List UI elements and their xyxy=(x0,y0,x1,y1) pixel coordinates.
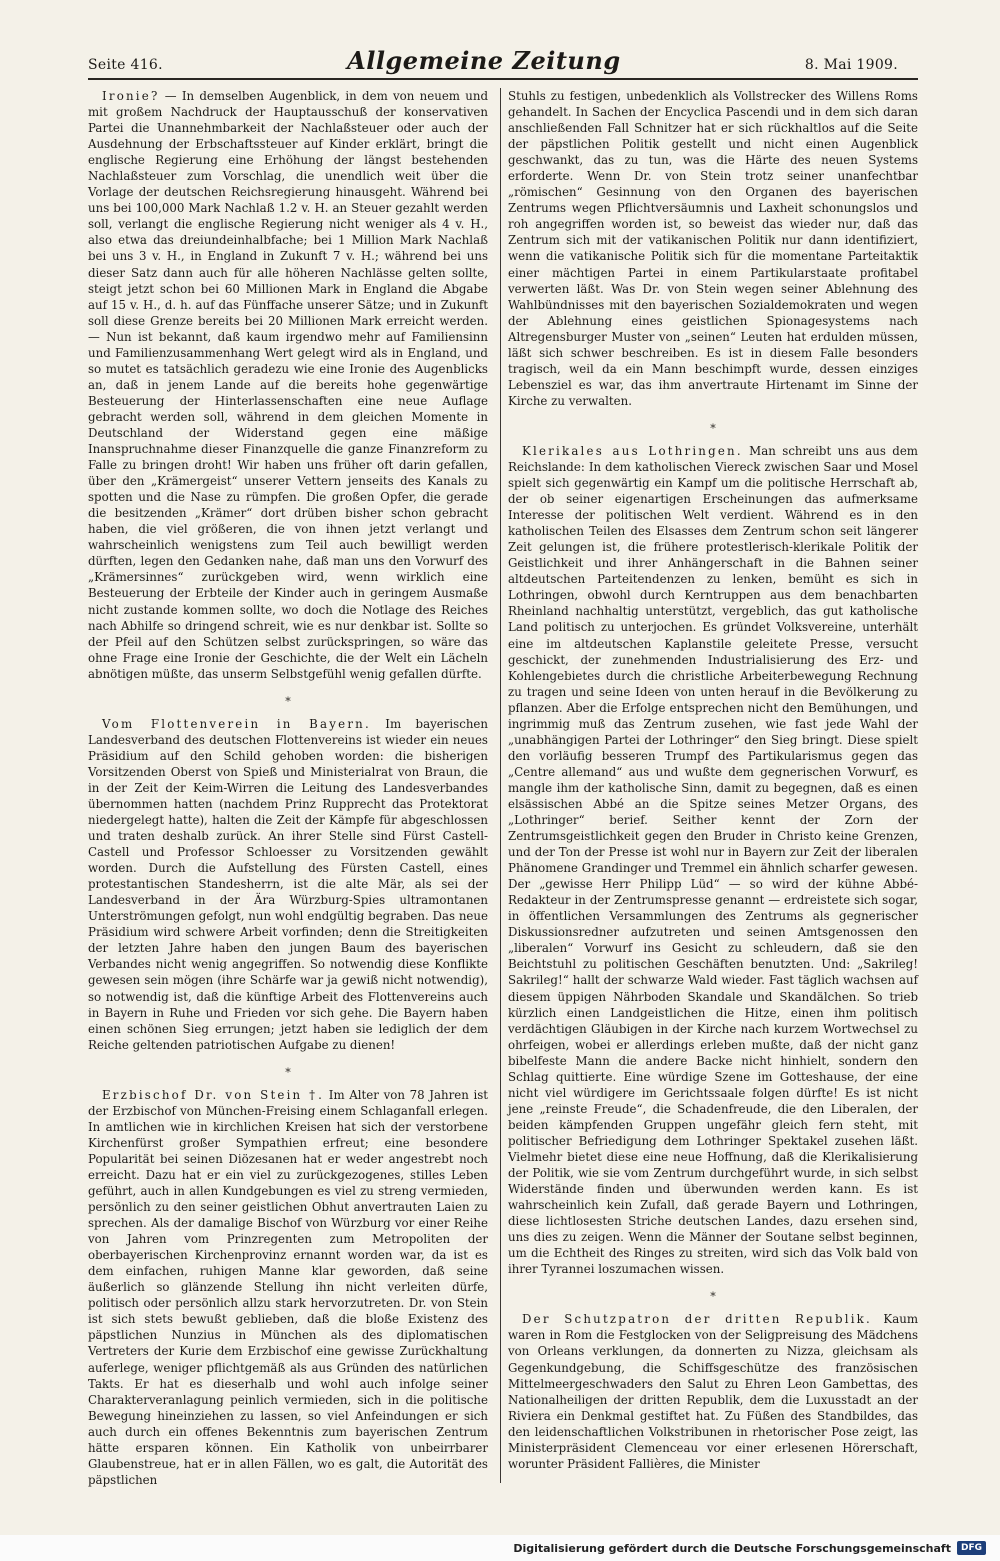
article-separator: * xyxy=(285,1065,291,1079)
article-schutzpatron xyxy=(508,1311,918,1471)
issue-date: 8. Mai 1909. xyxy=(804,57,898,73)
article-paragraph xyxy=(508,1311,918,1471)
article-title: Vom Flottenverein in Bayern. xyxy=(102,716,371,731)
article-body: Man schreibt uns aus dem Reichslande: In dem katholischen Viereck zwischen Saar und Mosel spielt sich gegenwärtig ein Kampf um die politische Herrschaft ab, der ob seiner eigenartigen Erscheinungen das aufmerksame Interesse der politischen Welt verdient. Während es in den katholischen Teilen des Elsasses dem Zentrum schon seit längerer Zeit gelungen ist, die frühere protestlerisch-klerikale Politik der Geistlichkeit und ihrer Anhängerschaft in die Bahnen seiner altdeutschen Parteitendenzen zu lenken, bemüht es sich in Lothringen, obwohl durch Kerntruppen aus dem benachbarten Rheinland nachhaltig unterstützt, vergeblich, das gut katholische Land politisch zu unterjochen. Es gründet Volksvereine, unterhält eine im altdeutschen Kaplanstile geleitete Presse, versucht geschickt, der zunehmenden Industrialisierung des Erz- und Kohlengebietes durch die christliche Arbeiterbewegung Rechnung zu tragen und seine Ideen von unten herauf in die Bevölkerung zu pflanzen. Aber die Erfolge entsprechen nicht den Bemühungen, und ingrimmig muß das Zentrum zusehen, wie fast jede Wahl der „unabhängigen Partei der Lothringer“ den Sieg bringt. Diese spielt den vorläufig besseren Trumpf des Partikularismus gegen das „Centre allemand“ aus und wußte dem gegnerischen Vorwurf, es mangle ihm der katholische Sinn, damit zu begegnen, daß es einen elsässischen Abbé an die Spitze seines Metzer Organs, des „Lothringer“ berief. Seither kennt der Zorn der Zentrumsgeistlichkeit gegen den Bruder in Christo keine Grenzen, und der Ton der Presse ist wohl nur in Bayern zur Zeit der liberalen Phänomene Grandinger und Tremmel ein ähnlich scharfer gewesen. Der „gewisse Herr Philipp Lüd“ — so wird der kühne Abbé-Redakteur in der Zentrumspresse genannt — erdreistete sich sogar, in öffentlichen Versammlungen des Zentrums als gegnerischer Diskussionsredner aufzutreten und seinen Amtsgenossen den „liberalen“ Vorwurf ins Gesicht zu schleudern, daß sie den Beichtstuhl zu politischen Geschäften benutzten. Und: „Sakrileg! Sakrileg!“ hallt der schwarze Wald wieder. Fast täglich wachsen auf diesem üppigen Nährboden Skandale und Skandälchen. So trieb kürzlich einen Landgeistlichen die Hitze, einen ihm politisch verdächtigen Gläubigen in der Kirche nach kurzem Wortwechsel zu ohrfeigen, wobei er allerdings erleben mußte, daß der nicht ganz bibelfeste Mann die andere Backe nicht hinhielt, sondern den Schlag quittierte. Eine würdige Szene im Gotteshause, der eine nicht viel würdigere im Gerichtssaale folgen dürfte! Es ist nicht jene „reinste Freude“, die Schadenfreude, die den Liberalen, der beiden kämpfenden Gruppen ungefähr gleich fern steht, mit politischer Befriedigung dem Lothringer Spektakel zusehen läßt. Vielmehr bietet diese eine neue Hoffnung, daß die Klerikalisierung der Politik, wie sie vom Zentrum durchgeführt wurde, in sich selbst Widerstände finden und überwunden werden kann. Es ist wahrscheinlich kein Zufall, daß gerade Bayern und Lothringen, diese lichtlosesten Striche deutschen Landes, dazu ersehen sind, uns dies zu zeigen. Wenn die Männer der Soutane selbst beginnen, um die Echtheit des Ringes zu streiten, wird sich das Volk bald von ihrer Tyrannei loszumachen wissen. xyxy=(508,443,918,1277)
right-column xyxy=(508,88,918,1478)
article-erzbischof xyxy=(88,1087,488,1488)
header-rule xyxy=(88,78,918,80)
article-separator: * xyxy=(710,421,716,435)
page-header xyxy=(88,46,898,80)
article-klerikales xyxy=(508,443,918,1277)
article-continuation: Stuhls zu festigen, unbedenklich als Vollstrecker des Willens Roms gehandelt. In Sachen der Encyclica Pascendi und in dem sich daran anschließenden Fall Schnitzer hat er sich rückhaltlos auf die Seite der päpstlichen Politik gestellt und nicht einen Augenblick geschwankt, das zu tun, was die Härte des neuen Systems erforderte. Wenn Dr. von Stein trotz seiner unanfechtbar „römischen“ Gesinnung von den Organen des bayerischen Zentrums wegen Pflichtversäumnis und Laxheit schonungslos und roh angegriffen worden ist, so beweist das wieder nur, daß das Zentrum sich mit der vatikanischen Politik nur dann identifiziert, wenn die vatikanische Politik sich für die momentane Parteitaktik einer mächtigen Partei in einem Partikularstaate profitabel verwerten läßt. Was Dr. von Stein wegen seiner Ablehnung des Wahlbündnisses mit den bayerischen Sozialdemokraten und wegen der Ablehnung eines geistlichen Spionagesystems nach Altregensburger Muster von „seinen“ Leuten hat erdulden müssen, läßt sich schwer beschreiben. Es ist in diesem Falle besonders tragisch, weil da ein Mann beschimpft wurde, dessen einziges Lebensziel es war, das ihm anvertraute Hirtenamt im Sinne der Kirche zu verwalten. xyxy=(508,89,918,408)
article-body: Im bayerischen Landesverband des deutschen Flottenvereins ist wieder ein neues Präsidium auf den Schild gehoben worden: die bisherigen Vorsitzenden Oberst von Spieß und Ministerialrat von Braun, die in der Zeit der Keim-Wirren die Leitung des Landesverbandes übernommen hatten (nachdem Prinz Rupprecht das Protektorat niedergelegt hatte), halten die Zeit der Kämpfe für abgeschlossen und traten deshalb zurück. An ihrer Stelle sind Fürst Castell-Castell und Professor Schloesser zu Vorsitzenden gewählt worden. Durch die Aufstellung des Fürsten Castell, eines protestantischen Standesherrn, ist die alte Mär, als sei der Landesverband in der Ära Würzburg-Spies ultramontanen Unterströmungen gefolgt, nun wohl endgültig begraben. Das neue Präsidium wird schwere Arbeit vorfinden; denn die Streitigkeiten der letzten Jahre haben den jungen Baum des bayerischen Verbandes nicht wenig angegriffen. So notwendig diese Konflikte gewesen sein mögen (ihre Schärfe war ja gewiß nicht notwendig), so notwendig ist, daß die künftige Arbeit des Flottenvereins auch in Bayern in Ruhe und Frieden vor sich gehe. Die Bayern haben einen schönen Sieg errungen; jetzt haben sie lediglich der dem Reiche geltenden patriotischen Aufgabe zu dienen! xyxy=(88,716,488,1052)
article-paragraph xyxy=(88,1087,488,1488)
article-body: Kaum waren in Rom die Festglocken von der Seligpreisung des Mädchens von Orleans verklungen, da donnerten zu Nizza, gleichsam als Gegenkundgebung, die Schiffsgeschütze des französischen Mittelmeergeschwaders den Salut zu Ehren Leon Gambettas, des Nationalheiligen der dritten Republik, dem die Luxusstadt an der Riviera ein Denkmal gestiftet hat. Zu Füßen des Standbildes, das den leidenschaftlichen Volkstribunen in rhetorischer Pose zeigt, las Ministerpräsident Clemenceau vor einer erlesenen Hörerschaft, worunter Präsident Fallières, die Minister xyxy=(508,1312,919,1471)
article-title: Klerikales aus Lothringen. xyxy=(522,443,743,458)
article-ironie xyxy=(88,88,488,682)
newspaper-title: Allgemeine Zeitung xyxy=(347,46,621,75)
left-column xyxy=(88,88,488,1494)
dfg-footer xyxy=(0,1535,1000,1561)
article-erzbischof-continued xyxy=(508,88,918,409)
article-title: Ironie? xyxy=(102,89,160,103)
page-number: Seite 416. xyxy=(88,57,163,73)
article-separator: * xyxy=(710,1290,716,1304)
article-separator: * xyxy=(285,694,291,708)
article-title: Der Schutzpatron der dritten Republik. xyxy=(522,1312,872,1327)
article-title: Erzbischof Dr. von Stein †. xyxy=(102,1087,325,1102)
dfg-logo: DFG xyxy=(957,1541,986,1555)
article-body: Im Alter von 78 Jahren ist der Erzbischof von München-Freising einem Schlaganfall erlegen. In amtlichen wie in kirchlichen Kreisen hat sich der verstorbene Kirchenfürst großer Sympathien erfreut; eine besondere Popularität bei seinen Diözesanen hat er weder angestrebt noch erreicht. Dazu hat er ein viel zu zurückgezogenes, stilles Leben geführt, auch in allen Kundgebungen es viel zu streng vermieden, persönlich zu den seiner geistlichen Obhut anvertrauten Laien zu sprechen. Als der damalige Bischof von Würzburg vor einer Reihe von Jahren vom Prinzregenten zum Metropoliten der oberbayerischen Kirchenprovinz ernannt worden war, da ist es dem einfachen, ruhigen Manne klar geworden, daß seine äußerlich so glänzende Stellung ihn nicht verleiten dürfe, politisch oder persönlich allzu stark hervorzutreten. Dr. von Stein ist sich stets bewußt geblieben, daß die bloße Existenz des päpstlichen Nunzius in München als des diplomatischen Vertreters der Kurie dem Erzbischof eine gewisse Zurückhaltung auferlege, weniger pflichtgemäß als aus Gründen des natürlichen Takts. Er hat es dieserhalb und wohl auch infolge seiner Charakterveranlagung peinlich vermieden, sich in die politische Bewegung hineinziehen zu lassen, so viel Anfeindungen er sich auch durch ein offenes Bekenntnis zum bayerischen Zentrum hätte ersparen können. Ein Katholik von unbeirrbarer Glaubenstreue, hat er in allen Fällen, wo es galt, die Autorität des päpstlichen xyxy=(88,1087,489,1487)
article-paragraph xyxy=(88,716,488,1053)
column-divider xyxy=(500,88,501,1483)
funding-note: Digitalisierung gefördert durch die Deutsche Forschungsgemeinschaft xyxy=(513,1541,951,1555)
article-body: — In demselben Augenblick, in dem von neuem und mit großem Nachdruck der Hauptausschuß der konservativen Partei die Unannehmbarkeit der Nachlaßsteuer oder auch der Ausdehnung der Erbschaftssteuer auf Kinder erklärt, bringt die englische Regierung eine Erhöhung der längst bestehenden Nachlaßsteuer zum Vorschlag, die unendlich weit über die Vorlage der deutschen Reichsregierung hinausgeht. Während bei uns bei 100,000 Mark Nachlaß 1.2 v. H. an Steuer gezahlt werden soll, verlangt die englische Regierung nicht weniger als 4 v. H., also etwa das dreiundeinhalbfache; bei 1 Million Mark Nachlaß bei uns 3 v. H., in England in Zukunft 7 v. H.; während bei uns dieser Satz dann auch für alle höheren Nachlässe gelten sollte, steigt jetzt schon bei 60 Millionen Mark in England die Abgabe auf 15 v. H., d. h. auf das Fünffache unserer Sätze; und in Zukunft soll diese Grenze bereits bei 20 Millionen Mark erreicht werden. — Nun ist bekannt, daß kaum irgendwo mehr auf Familiensinn und Familienzusammenhang Wert gelegt wird als in England, und so mutet es tatsächlich geradezu wie eine Ironie des Augenblicks an, daß in jenem Lande auf die bereits hohe gegenwärtige Besteuerung der Hinterlassenschaften eine neue Auflage gebracht werden soll, während in dem gleichen Momente in Deutschland der Widerstand gegen eine mäßige Inanspruchnahme dieser Finanzquelle die ganze Finanzreform zu Falle zu bringen droht! Wir haben uns früher oft darin gefallen, über den „Krämergeist“ unserer Vettern jenseits des Kanals zu spotten und die Nase zu rümpfen. Die großen Opfer, die gerade die besitzenden „Krämer“ dort drüben bisher schon gebracht haben, die viel größeren, die von ihnen jetzt verlangt und wahrscheinlich wenigstens zum Teil auch bewilligt werden dürften, legen den Gedanken nahe, daß man uns den Vorwurf des „Krämersinnes“ zurückgeben wird, wenn wirklich eine Besteuerung der Erbteile der Kinder auch in geringem Ausmaße nicht zustande kommen sollte, wo doch die Notlage des Reiches nach Abhilfe so dringend schreit, wie es nur denkbar ist. Sollte so der Pfeil auf den Schützen selbst zurückspringen, so wäre das ohne Frage eine Ironie der Geschichte, die der Welt ein Lächeln abnötigen müßte, das unserm Selbstgefühl wenig gefallen dürfte. xyxy=(88,89,489,681)
article-flottenverein xyxy=(88,716,488,1053)
article-paragraph xyxy=(508,443,918,1277)
article-paragraph xyxy=(88,88,488,682)
